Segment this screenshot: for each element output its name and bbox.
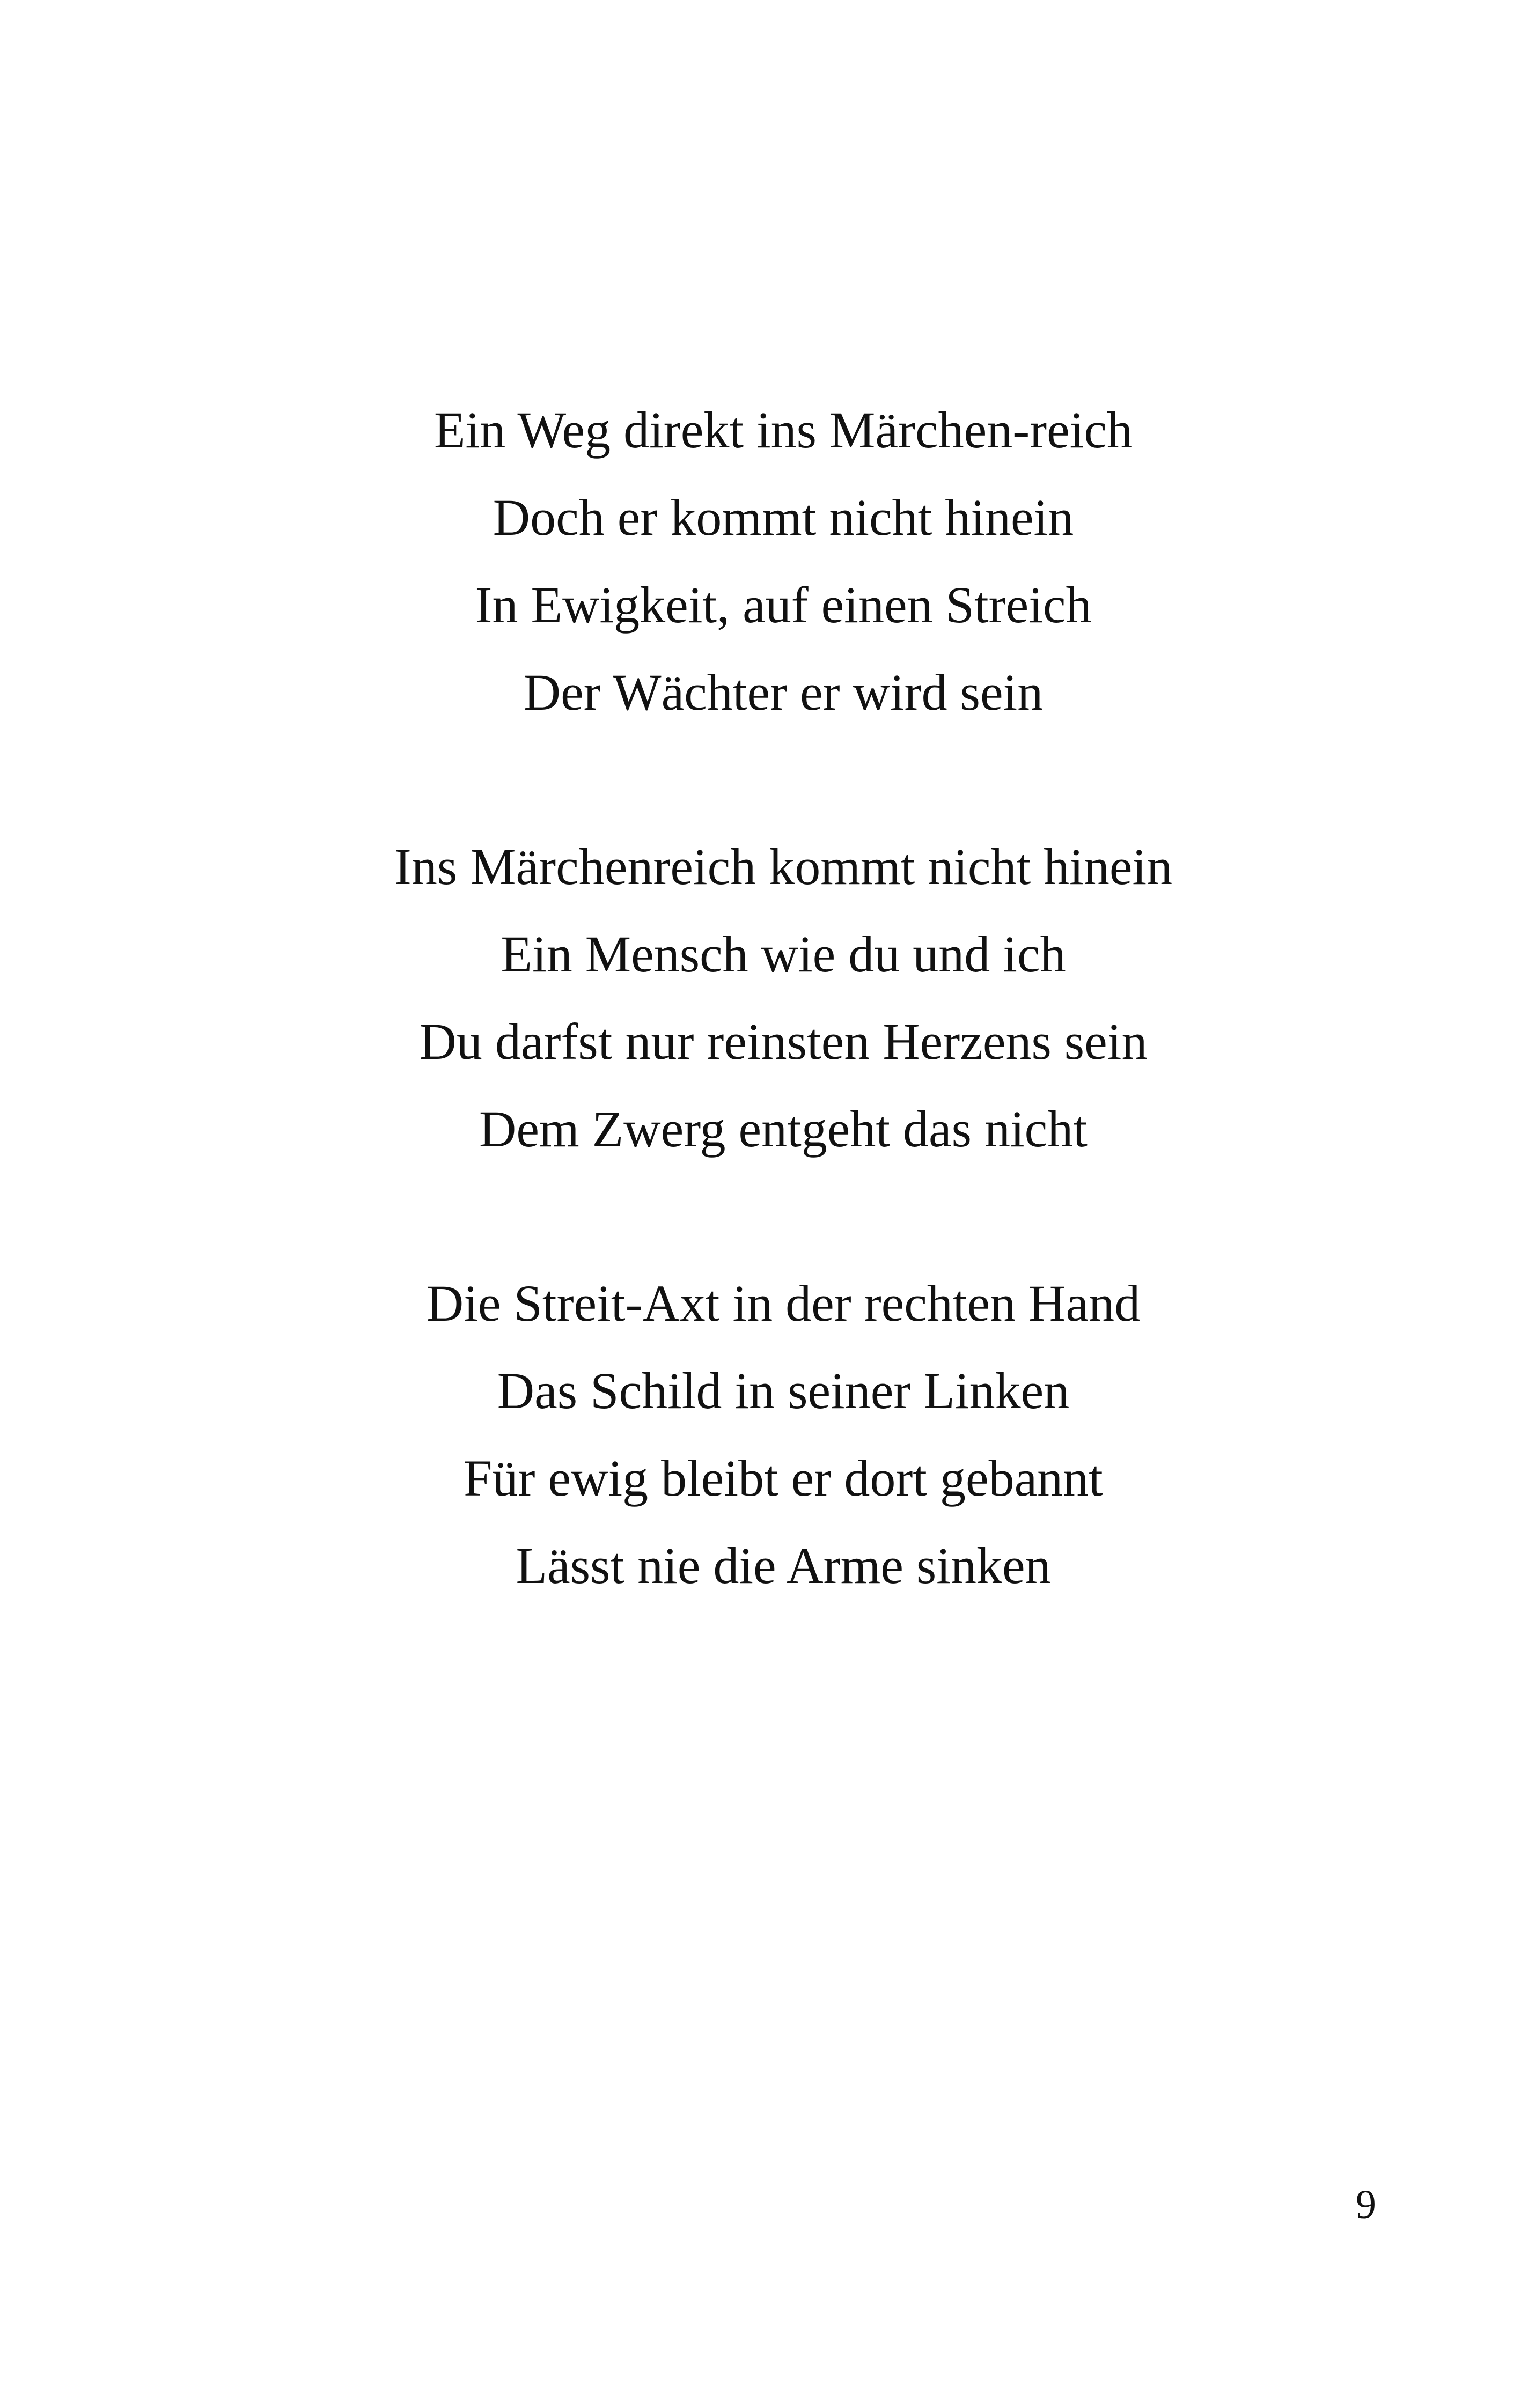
poem [0,386,1521,1696]
poem-line: Der Wächter er wird sein [523,664,1044,721]
poem-line: Doch er kommt nicht hinein [493,489,1074,546]
poem-line: Dem Zwerg entgeht das nicht [479,1100,1088,1158]
poem-line: Lässt nie die Arme sinken [516,1537,1051,1594]
poem-line: Ins Märchenreich kommt nicht hinein [394,838,1173,895]
poem-line: Ein Mensch wie du und ich [501,925,1066,983]
poem-line: Für ewig bleibt er dort gebannt [464,1449,1103,1507]
stanza-2 [0,823,1521,1173]
page-number: 9 [1356,2182,1376,2227]
poem-line: Das Schild in seiner Linken [497,1362,1070,1419]
stanza-3 [0,1260,1521,1609]
poem-line: In Ewigkeit, auf einen Streich [475,576,1092,634]
poem-line: Die Streit-Axt in der rechten Hand [426,1275,1141,1332]
poem-line: Ein Weg direkt ins Märchen-reich [433,401,1133,459]
stanza-1 [0,386,1521,736]
poem-line: Du darfst nur reinsten Herzens sein [419,1013,1148,1070]
